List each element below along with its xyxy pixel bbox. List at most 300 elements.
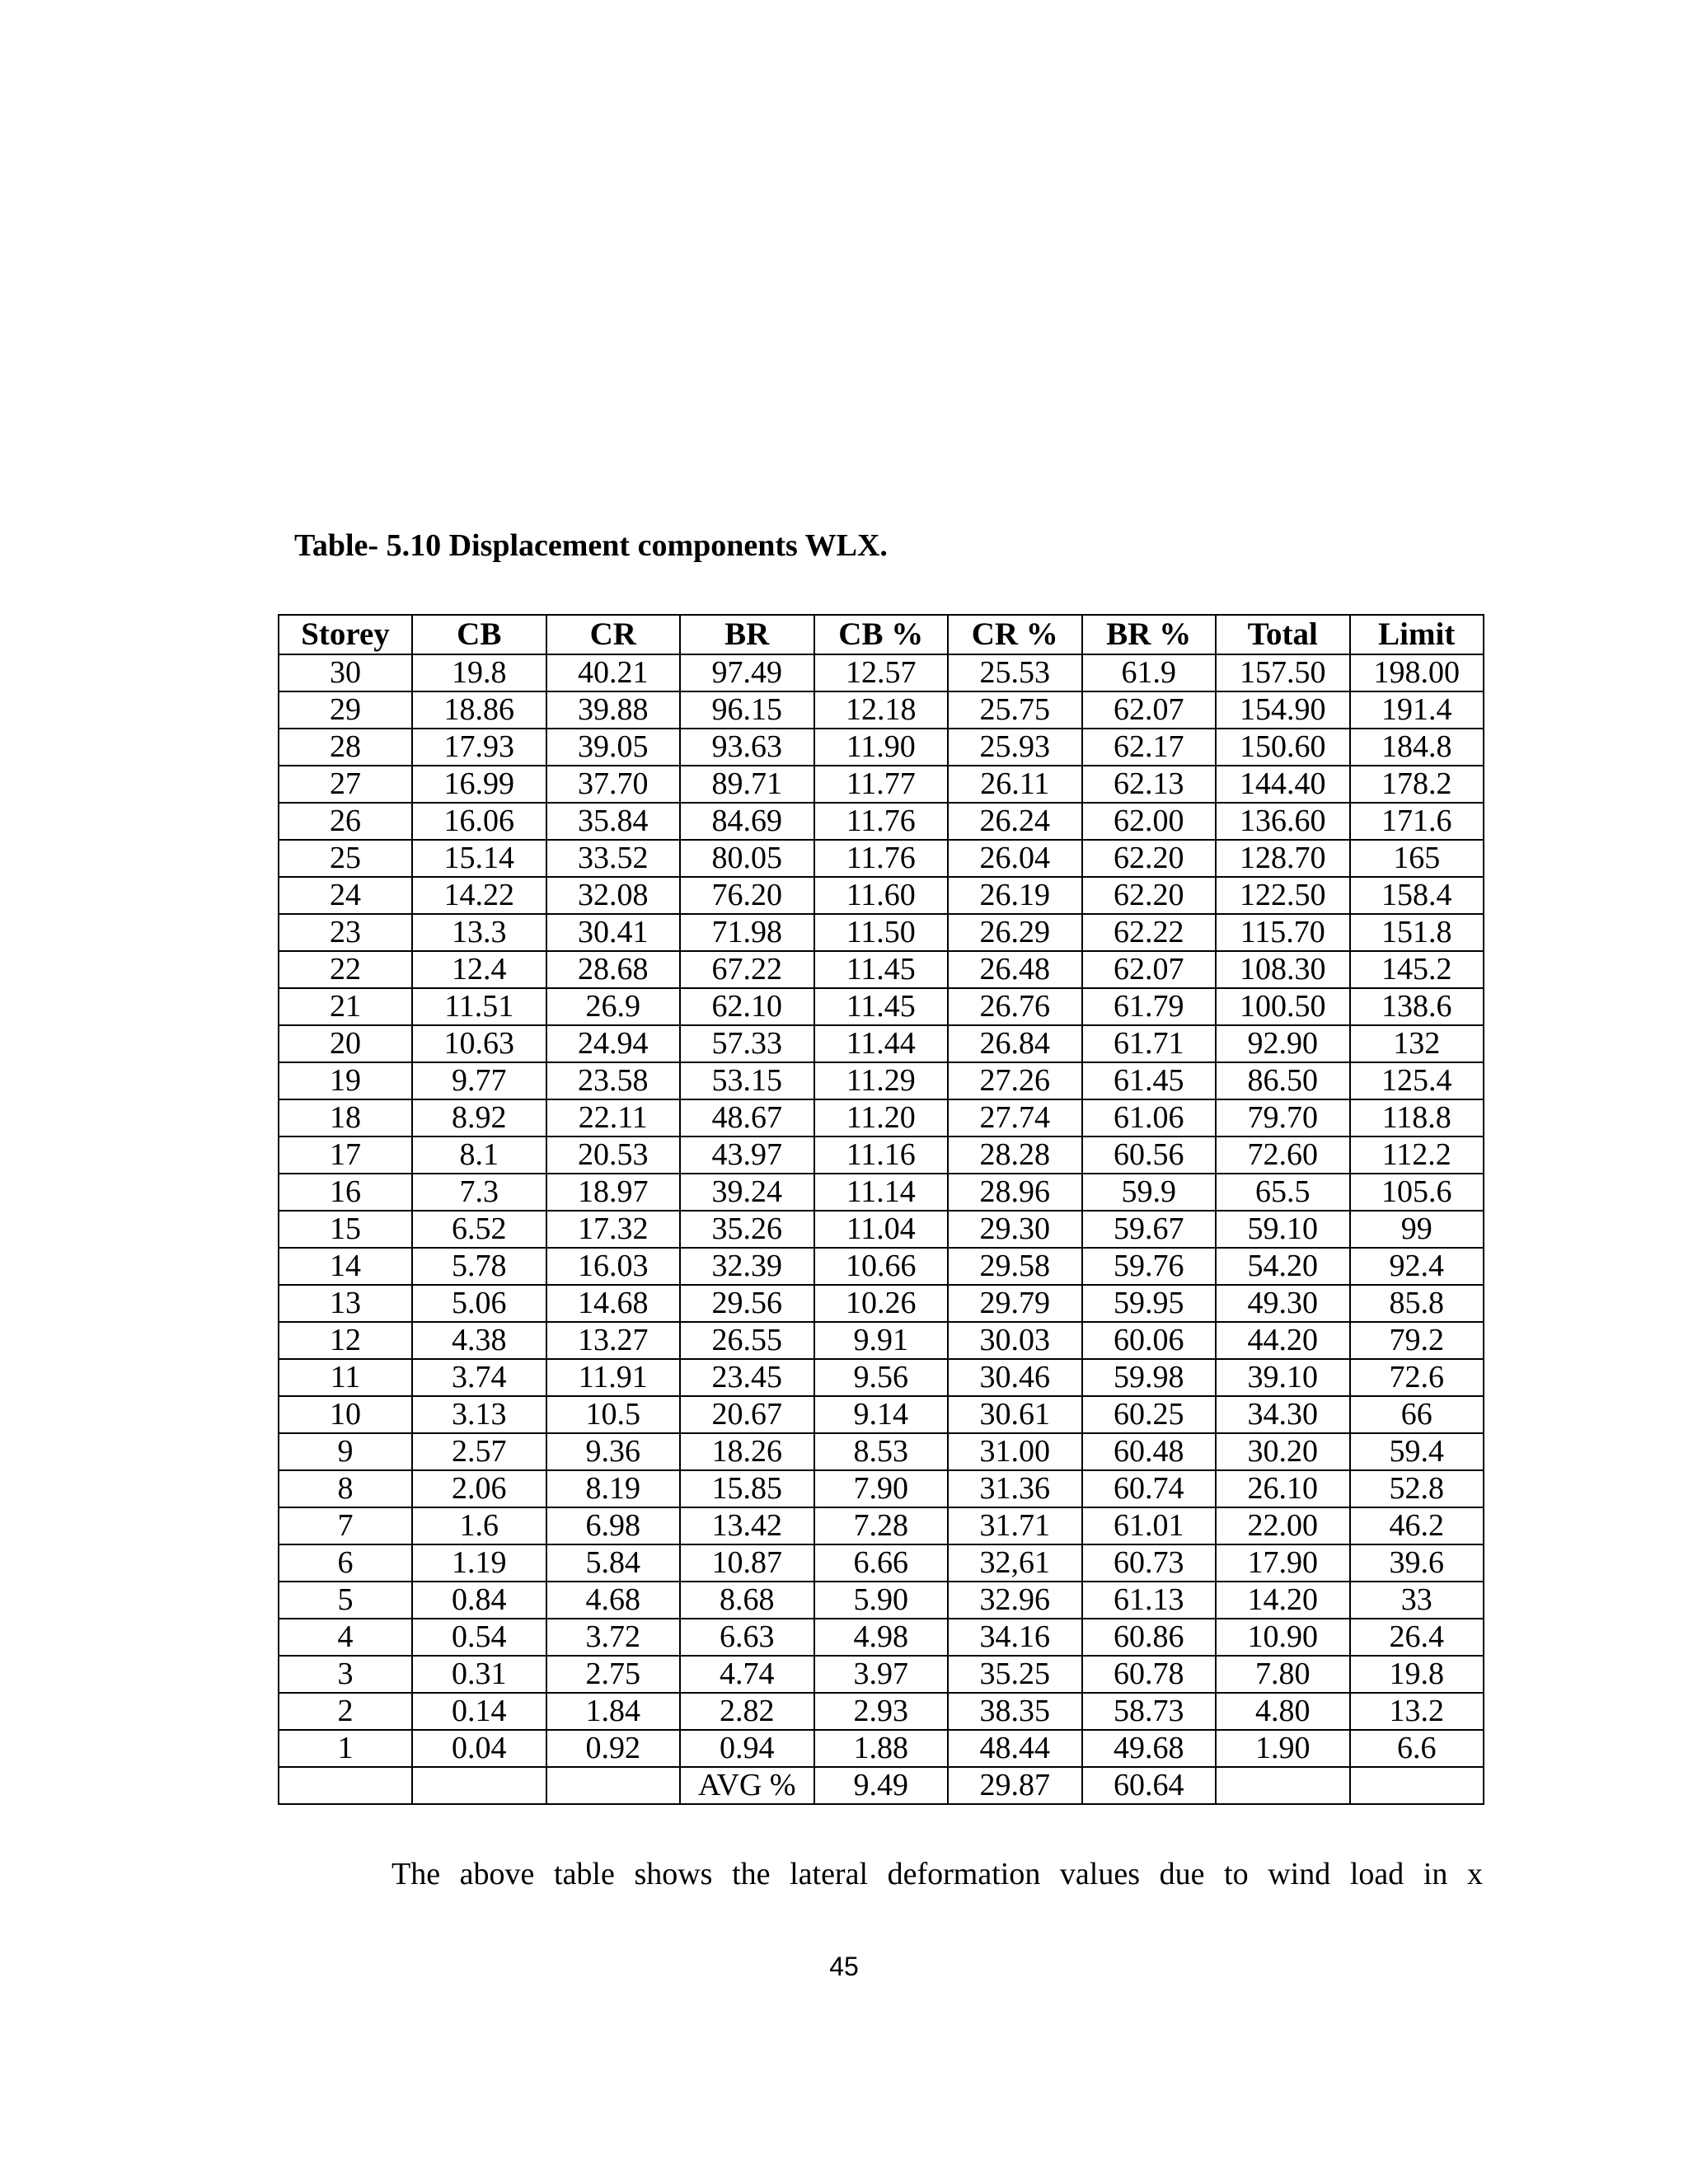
table-cell: 17.93	[412, 729, 546, 766]
table-cell: 26.24	[948, 803, 1082, 840]
table-row	[279, 1025, 1484, 1062]
table-cell: 10.26	[814, 1285, 949, 1322]
table-cell: 61.9	[1082, 654, 1217, 691]
table-cell: 62.17	[1082, 729, 1217, 766]
table-cell: 18.97	[546, 1174, 681, 1211]
table-cell: 49.68	[1082, 1730, 1217, 1767]
table-row	[279, 1062, 1484, 1099]
table-cell: 3.97	[814, 1656, 949, 1693]
table-row	[279, 1099, 1484, 1137]
table-cell: 89.71	[680, 766, 814, 803]
table-cell: 61.71	[1082, 1025, 1217, 1062]
table-cell: 11.60	[814, 877, 949, 914]
table-cell: 10.63	[412, 1025, 546, 1062]
table-row	[279, 1248, 1484, 1285]
table-cell: 48.44	[948, 1730, 1082, 1767]
table-cell: 6.63	[680, 1619, 814, 1656]
table-cell: 10	[279, 1396, 412, 1433]
table-cell: 67.22	[680, 951, 814, 988]
table-cell: 6.52	[412, 1211, 546, 1248]
column-header: BR %	[1082, 615, 1217, 654]
table-cell: 2.75	[546, 1656, 681, 1693]
table-cell: 158.4	[1350, 877, 1484, 914]
table-cell: 26.55	[680, 1322, 814, 1359]
column-header: Storey	[279, 615, 412, 654]
table-cell: 178.2	[1350, 766, 1484, 803]
table-cell: 48.67	[680, 1099, 814, 1137]
table-row	[279, 1285, 1484, 1322]
table-cell: 37.70	[546, 766, 681, 803]
table-cell: 18.26	[680, 1433, 814, 1470]
table-cell: 5.90	[814, 1582, 949, 1619]
table-cell: 6	[279, 1544, 412, 1582]
table-cell: 3.74	[412, 1359, 546, 1396]
table-cell: 1.84	[546, 1693, 681, 1730]
table-cell: 8.53	[814, 1433, 949, 1470]
table-cell: 157.50	[1216, 654, 1350, 691]
table-cell: 6.98	[546, 1507, 681, 1544]
table-cell: 105.6	[1350, 1174, 1484, 1211]
table-cell: 49.30	[1216, 1285, 1350, 1322]
table-cell: 23	[279, 914, 412, 951]
column-header: CB %	[814, 615, 949, 654]
table-cell: 171.6	[1350, 803, 1484, 840]
table-cell: 11.44	[814, 1025, 949, 1062]
table-cell: 11.90	[814, 729, 949, 766]
table-cell: 4.74	[680, 1656, 814, 1693]
table-row	[279, 1767, 1484, 1804]
table-cell: 5.78	[412, 1248, 546, 1285]
table-cell: 15.14	[412, 840, 546, 877]
table-cell: 22	[279, 951, 412, 988]
table-row	[279, 1656, 1484, 1693]
table-cell: 29	[279, 691, 412, 729]
table-cell: 62.00	[1082, 803, 1217, 840]
table-cell: 59.67	[1082, 1211, 1217, 1248]
table-cell: 32.08	[546, 877, 681, 914]
table-cell: 31.71	[948, 1507, 1082, 1544]
table-cell: 7.28	[814, 1507, 949, 1544]
table-cell: 9.14	[814, 1396, 949, 1433]
table-cell: 60.78	[1082, 1656, 1217, 1693]
table-cell: 59.98	[1082, 1359, 1217, 1396]
table-cell: 26.76	[948, 988, 1082, 1025]
table-cell: 8	[279, 1470, 412, 1507]
table-cell: 28	[279, 729, 412, 766]
table-cell: 61.01	[1082, 1507, 1217, 1544]
table-cell: 44.20	[1216, 1322, 1350, 1359]
table-cell: 10.66	[814, 1248, 949, 1285]
table-cell: 19	[279, 1062, 412, 1099]
table-row	[279, 1211, 1484, 1248]
table-cell: 30.61	[948, 1396, 1082, 1433]
table-cell: 60.86	[1082, 1619, 1217, 1656]
table-cell: 53.15	[680, 1062, 814, 1099]
table-cell: 5.84	[546, 1544, 681, 1582]
table-cell: 14	[279, 1248, 412, 1285]
table-cell: 39.10	[1216, 1359, 1350, 1396]
table-row	[279, 1582, 1484, 1619]
table-cell: 12.18	[814, 691, 949, 729]
table-cell: 14.68	[546, 1285, 681, 1322]
table-cell: 29.58	[948, 1248, 1082, 1285]
table-cell: 92.4	[1350, 1248, 1484, 1285]
table-cell: 30.46	[948, 1359, 1082, 1396]
table-cell: 39.05	[546, 729, 681, 766]
table-cell: AVG %	[680, 1767, 814, 1804]
table-cell: 125.4	[1350, 1062, 1484, 1099]
table-cell: 62.22	[1082, 914, 1217, 951]
table-cell: 12.4	[412, 951, 546, 988]
table-cell: 0.14	[412, 1693, 546, 1730]
table-cell: 13.2	[1350, 1693, 1484, 1730]
table-cell: 16.99	[412, 766, 546, 803]
table-cell: 28.28	[948, 1137, 1082, 1174]
table-cell: 5	[279, 1582, 412, 1619]
table-cell: 93.63	[680, 729, 814, 766]
table-cell: 13.27	[546, 1322, 681, 1359]
table-cell: 72.6	[1350, 1359, 1484, 1396]
table-cell: 26.4	[1350, 1619, 1484, 1656]
table-row	[279, 803, 1484, 840]
table-cell: 58.73	[1082, 1693, 1217, 1730]
table-cell: 79.2	[1350, 1322, 1484, 1359]
table-cell: 12.57	[814, 654, 949, 691]
table-cell: 39.6	[1350, 1544, 1484, 1582]
table-cell: 11.51	[412, 988, 546, 1025]
table-row	[279, 1544, 1484, 1582]
table-cell: 30.41	[546, 914, 681, 951]
table-cell: 20.67	[680, 1396, 814, 1433]
table-cell: 6.6	[1350, 1730, 1484, 1767]
table-cell: 10.90	[1216, 1619, 1350, 1656]
table-cell: 3.72	[546, 1619, 681, 1656]
table-cell: 13.3	[412, 914, 546, 951]
table-cell: 8.68	[680, 1582, 814, 1619]
table-cell: 27.26	[948, 1062, 1082, 1099]
column-header: CR	[546, 615, 681, 654]
table-row	[279, 729, 1484, 766]
table-cell: 8.92	[412, 1099, 546, 1137]
table-cell: 1.90	[1216, 1730, 1350, 1767]
table-cell: 26.19	[948, 877, 1082, 914]
table-cell: 14.22	[412, 877, 546, 914]
table-cell: 72.60	[1216, 1137, 1350, 1174]
table-cell: 46.2	[1350, 1507, 1484, 1544]
table-cell: 18.86	[412, 691, 546, 729]
table-cell: 184.8	[1350, 729, 1484, 766]
table-cell: 15.85	[680, 1470, 814, 1507]
table-cell: 9.36	[546, 1433, 681, 1470]
table-cell: 19.8	[412, 654, 546, 691]
table-row	[279, 1433, 1484, 1470]
table-cell: 3.13	[412, 1396, 546, 1433]
table-cell: 2.82	[680, 1693, 814, 1730]
table-cell: 154.90	[1216, 691, 1350, 729]
table-cell: 11.76	[814, 840, 949, 877]
table-cell: 28.68	[546, 951, 681, 988]
table-cell: 0.84	[412, 1582, 546, 1619]
table-cell: 26.48	[948, 951, 1082, 988]
table-cell: 92.90	[1216, 1025, 1350, 1062]
table-cell: 38.35	[948, 1693, 1082, 1730]
table-cell: 4.38	[412, 1322, 546, 1359]
table-cell: 5.06	[412, 1285, 546, 1322]
table-cell: 145.2	[1350, 951, 1484, 988]
table-cell: 11.45	[814, 951, 949, 988]
table-cell: 59.10	[1216, 1211, 1350, 1248]
table-cell: 27	[279, 766, 412, 803]
table-cell: 4.68	[546, 1582, 681, 1619]
table-cell: 22.00	[1216, 1507, 1350, 1544]
table-cell: 7.80	[1216, 1656, 1350, 1693]
table-cell: 9	[279, 1433, 412, 1470]
table-cell: 61.06	[1082, 1099, 1217, 1137]
table-cell: 84.69	[680, 803, 814, 840]
table-cell: 2.57	[412, 1433, 546, 1470]
table-cell: 17.32	[546, 1211, 681, 1248]
table-cell: 97.49	[680, 654, 814, 691]
table-cell: 34.16	[948, 1619, 1082, 1656]
table-row	[279, 1619, 1484, 1656]
table-row	[279, 1730, 1484, 1767]
table-cell: 12	[279, 1322, 412, 1359]
table-cell: 0.92	[546, 1730, 681, 1767]
table-cell: 1	[279, 1730, 412, 1767]
table-cell: 7	[279, 1507, 412, 1544]
table-cell: 9.77	[412, 1062, 546, 1099]
table-cell: 11.77	[814, 766, 949, 803]
table-row	[279, 951, 1484, 988]
table-cell: 11.45	[814, 988, 949, 1025]
table-cell: 25.93	[948, 729, 1082, 766]
body-paragraph: The above table shows the lateral deformation values due to wind load in x	[392, 1857, 1483, 1891]
table-cell: 62.07	[1082, 691, 1217, 729]
table-row	[279, 1322, 1484, 1359]
table-cell: 128.70	[1216, 840, 1350, 877]
table-cell: 17.90	[1216, 1544, 1350, 1582]
table-cell: 1.19	[412, 1544, 546, 1582]
table-cell: 60.64	[1082, 1767, 1217, 1804]
table-cell: 30	[279, 654, 412, 691]
table-cell: 151.8	[1350, 914, 1484, 951]
table-cell: 25.75	[948, 691, 1082, 729]
table-cell: 20.53	[546, 1137, 681, 1174]
table-cell: 18	[279, 1099, 412, 1137]
table-cell: 61.79	[1082, 988, 1217, 1025]
table-cell: 28.96	[948, 1174, 1082, 1211]
table-cell: 10.87	[680, 1544, 814, 1582]
table-cell: 138.6	[1350, 988, 1484, 1025]
table-cell: 23.58	[546, 1062, 681, 1099]
table-cell: 62.13	[1082, 766, 1217, 803]
table-body	[279, 654, 1484, 1804]
table-cell: 21	[279, 988, 412, 1025]
table-cell: 11.76	[814, 803, 949, 840]
table-cell: 165	[1350, 840, 1484, 877]
table-cell: 33	[1350, 1582, 1484, 1619]
column-header: CB	[412, 615, 546, 654]
table-cell: 115.70	[1216, 914, 1350, 951]
table-cell: 7.3	[412, 1174, 546, 1211]
table-cell: 191.4	[1350, 691, 1484, 729]
table-cell: 17	[279, 1137, 412, 1174]
table-cell: 26.29	[948, 914, 1082, 951]
table-cell: 52.8	[1350, 1470, 1484, 1507]
table-cell: 19.8	[1350, 1656, 1484, 1693]
table-cell: 11.04	[814, 1211, 949, 1248]
table-cell: 62.20	[1082, 877, 1217, 914]
table-cell: 0.04	[412, 1730, 546, 1767]
table-cell: 62.20	[1082, 840, 1217, 877]
table-header-row	[279, 615, 1484, 654]
table-row	[279, 840, 1484, 877]
table-cell: 60.74	[1082, 1470, 1217, 1507]
table-cell: 54.20	[1216, 1248, 1350, 1285]
table-cell: 35.84	[546, 803, 681, 840]
table-row	[279, 1359, 1484, 1396]
table-cell: 0.94	[680, 1730, 814, 1767]
displacement-table	[278, 614, 1484, 1805]
table-cell: 61.45	[1082, 1062, 1217, 1099]
table-cell: 9.91	[814, 1322, 949, 1359]
table-cell: 11.91	[546, 1359, 681, 1396]
table-cell: 16.03	[546, 1248, 681, 1285]
table-cell: 29.87	[948, 1767, 1082, 1804]
table-cell: 59.76	[1082, 1248, 1217, 1285]
table-cell: 33.52	[546, 840, 681, 877]
table-cell: 24	[279, 877, 412, 914]
table-cell: 86.50	[1216, 1062, 1350, 1099]
table-row	[279, 1507, 1484, 1544]
table-cell: 26.04	[948, 840, 1082, 877]
table-cell: 79.70	[1216, 1099, 1350, 1137]
table-cell: 16.06	[412, 803, 546, 840]
table-cell: 0.31	[412, 1656, 546, 1693]
table-cell: 6.66	[814, 1544, 949, 1582]
table-cell: 26.11	[948, 766, 1082, 803]
table-cell: 29.56	[680, 1285, 814, 1322]
column-header: BR	[680, 615, 814, 654]
table-cell: 9.49	[814, 1767, 949, 1804]
table-cell: 85.8	[1350, 1285, 1484, 1322]
table-cell: 1.6	[412, 1507, 546, 1544]
table-cell: 35.25	[948, 1656, 1082, 1693]
table-cell: 22.11	[546, 1099, 681, 1137]
table-row	[279, 877, 1484, 914]
table-cell: 29.79	[948, 1285, 1082, 1322]
table-cell: 62.10	[680, 988, 814, 1025]
table-cell: 112.2	[1350, 1137, 1484, 1174]
table-cell: 11.14	[814, 1174, 949, 1211]
table-cell: 23.45	[680, 1359, 814, 1396]
table-cell: 144.40	[1216, 766, 1350, 803]
table-cell: 60.56	[1082, 1137, 1217, 1174]
table-cell: 16	[279, 1174, 412, 1211]
table-cell: 0.54	[412, 1619, 546, 1656]
table-cell: 26.9	[546, 988, 681, 1025]
table-cell: 122.50	[1216, 877, 1350, 914]
table-cell: 60.25	[1082, 1396, 1217, 1433]
table-cell: 59.9	[1082, 1174, 1217, 1211]
table-cell	[279, 1767, 412, 1804]
table-cell: 57.33	[680, 1025, 814, 1062]
table-cell: 100.50	[1216, 988, 1350, 1025]
table-cell: 198.00	[1350, 654, 1484, 691]
table-cell: 8.19	[546, 1470, 681, 1507]
table-cell: 8.1	[412, 1137, 546, 1174]
table-cell: 20	[279, 1025, 412, 1062]
table-cell: 71.98	[680, 914, 814, 951]
table-cell: 11.29	[814, 1062, 949, 1099]
table-row	[279, 691, 1484, 729]
table-cell: 60.48	[1082, 1433, 1217, 1470]
table-row	[279, 1174, 1484, 1211]
table-cell: 27.74	[948, 1099, 1082, 1137]
table-cell: 13	[279, 1285, 412, 1322]
table-cell: 66	[1350, 1396, 1484, 1433]
table-cell: 7.90	[814, 1470, 949, 1507]
table-cell: 60.73	[1082, 1544, 1217, 1582]
table-cell: 29.30	[948, 1211, 1082, 1248]
table-cell: 11.20	[814, 1099, 949, 1137]
table-cell: 31.36	[948, 1470, 1082, 1507]
table-cell: 11.16	[814, 1137, 949, 1174]
table-cell: 32.96	[948, 1582, 1082, 1619]
table-cell: 3	[279, 1656, 412, 1693]
table-cell	[546, 1767, 681, 1804]
table-cell: 1.88	[814, 1730, 949, 1767]
column-header: Total	[1216, 615, 1350, 654]
table-cell: 40.21	[546, 654, 681, 691]
table-cell	[1350, 1767, 1484, 1804]
table-cell: 43.97	[680, 1137, 814, 1174]
table-caption: Table- 5.10 Displacement components WLX.	[294, 528, 888, 563]
column-header: CR %	[948, 615, 1082, 654]
table-row	[279, 1137, 1484, 1174]
table-cell: 136.60	[1216, 803, 1350, 840]
table-cell: 32.39	[680, 1248, 814, 1285]
table-row	[279, 988, 1484, 1025]
table-row	[279, 1470, 1484, 1507]
table-cell: 108.30	[1216, 951, 1350, 988]
table-cell: 2	[279, 1693, 412, 1730]
page-number: 45	[829, 1952, 859, 1981]
table-cell: 32,61	[948, 1544, 1082, 1582]
table-row	[279, 914, 1484, 951]
table-cell: 25.53	[948, 654, 1082, 691]
table-cell: 15	[279, 1211, 412, 1248]
table-row	[279, 766, 1484, 803]
table-cell: 14.20	[1216, 1582, 1350, 1619]
table-cell: 39.24	[680, 1174, 814, 1211]
table-cell: 150.60	[1216, 729, 1350, 766]
table-cell: 26.10	[1216, 1470, 1350, 1507]
table-cell: 25	[279, 840, 412, 877]
table-cell: 30.20	[1216, 1433, 1350, 1470]
table-cell: 80.05	[680, 840, 814, 877]
table-cell: 13.42	[680, 1507, 814, 1544]
table-cell	[412, 1767, 546, 1804]
table-cell: 11	[279, 1359, 412, 1396]
column-header: Limit	[1350, 615, 1484, 654]
table-cell: 96.15	[680, 691, 814, 729]
table-cell: 59.4	[1350, 1433, 1484, 1470]
table-cell: 34.30	[1216, 1396, 1350, 1433]
table-cell: 4.98	[814, 1619, 949, 1656]
table-row	[279, 1396, 1484, 1433]
table-cell: 4.80	[1216, 1693, 1350, 1730]
